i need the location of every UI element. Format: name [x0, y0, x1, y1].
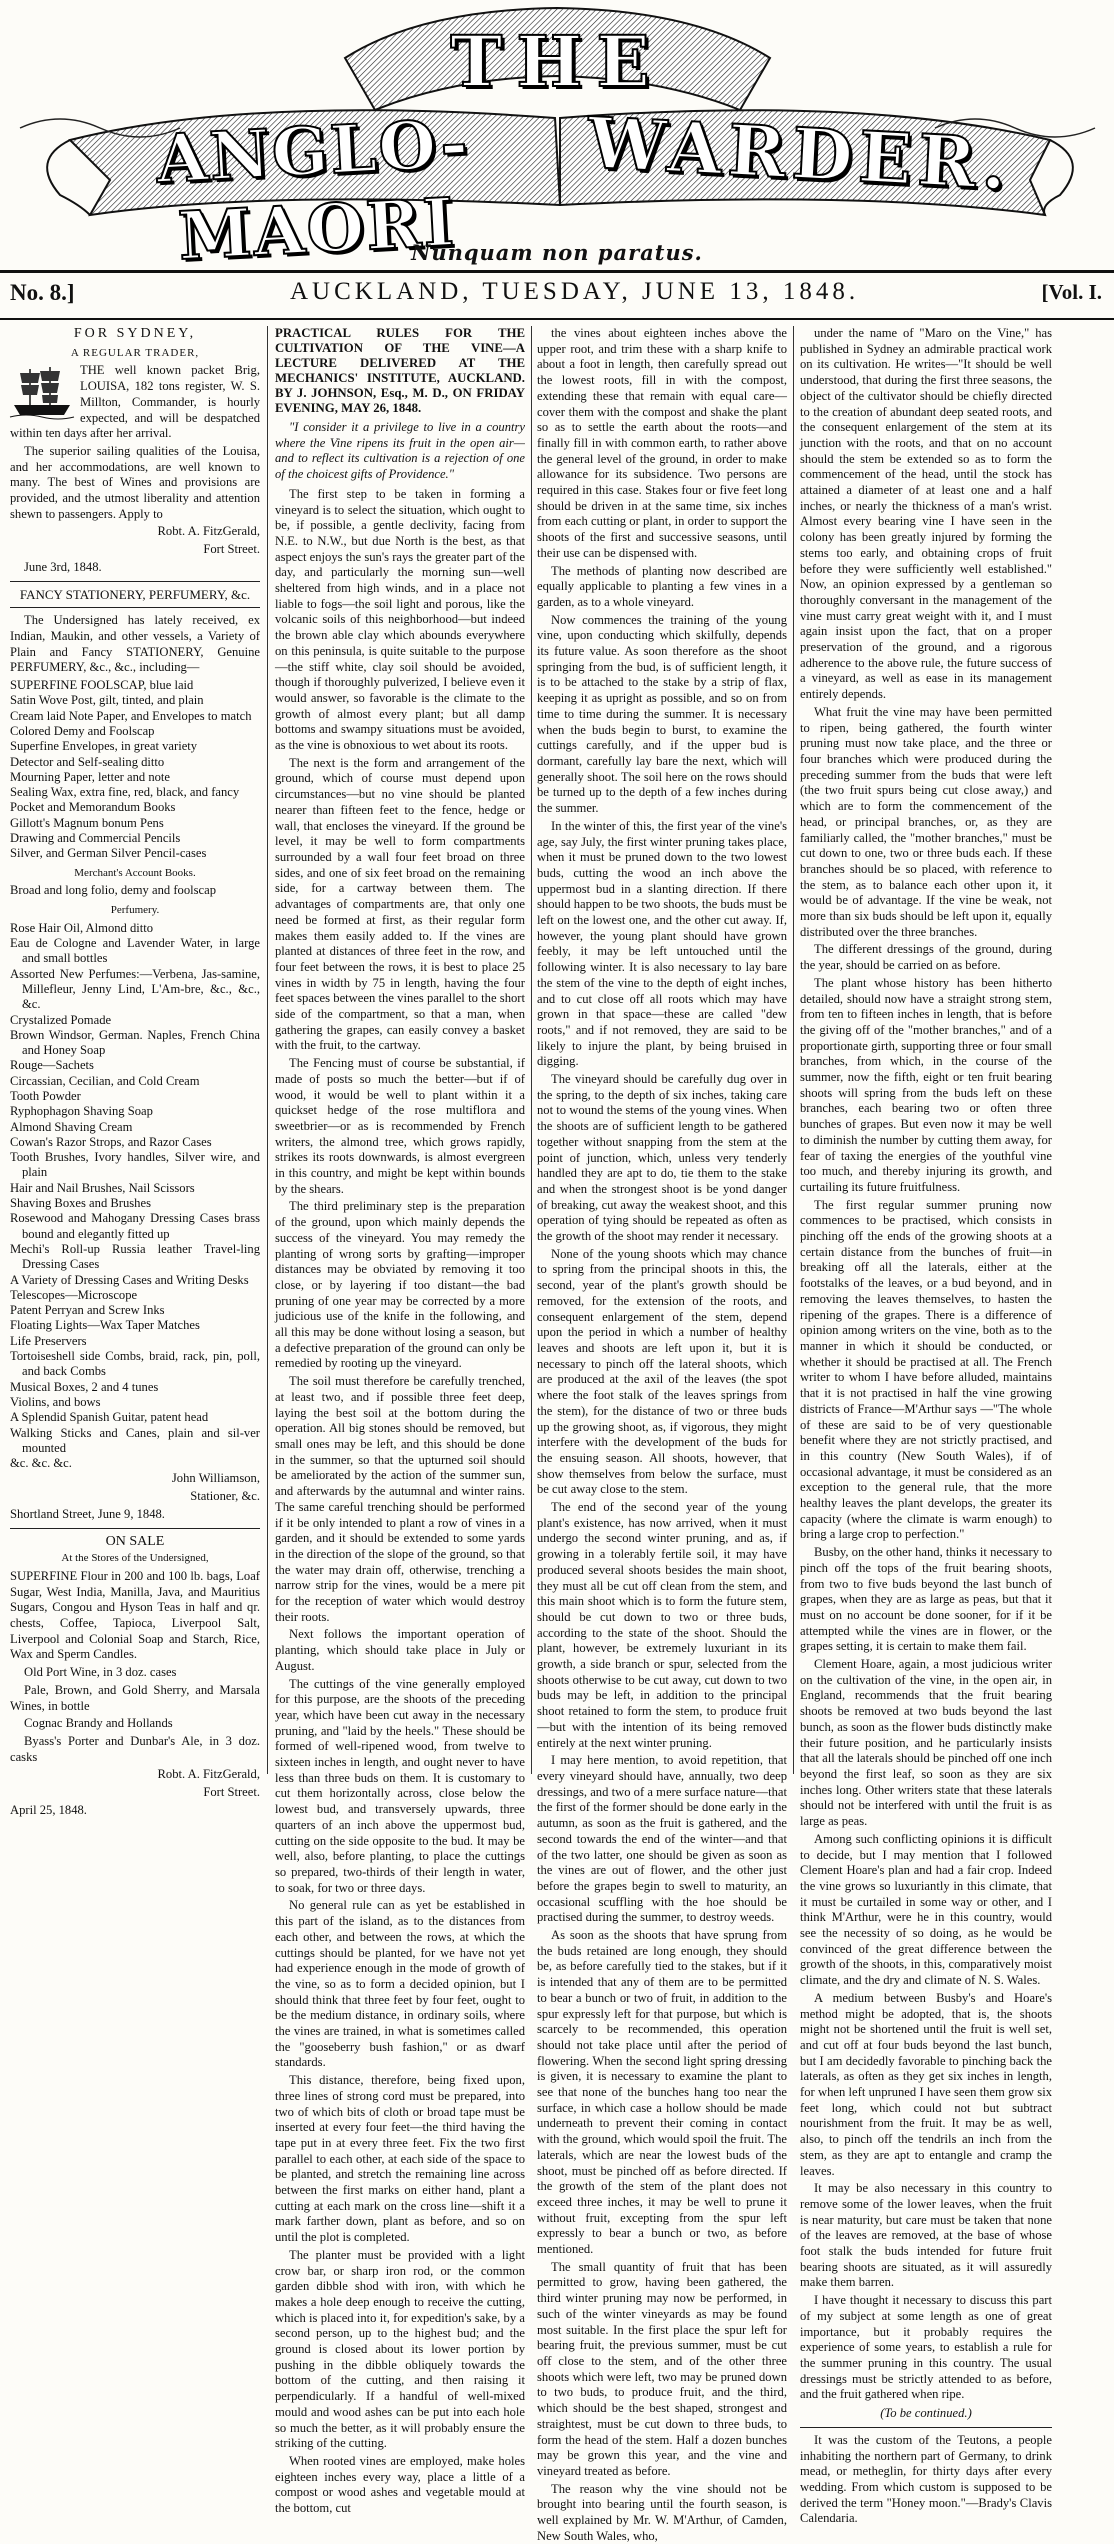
sale-text-3: Pale, Brown, and Gold Sherry, and Marsala Wines, in bottle [10, 1682, 260, 1713]
divider [800, 2427, 1052, 2428]
paragraph: Clement Hoare, again, a most judicious writer on the cultivation of the vine, in the open air, in England, recommends that the fruit bearing shoots be removed at two buds beyond the last bunch, as soon as the flower buds distinctly make their future position, and he particularly insists that all the laterals should be pinched off one inch beyond the first leaf, so soon as they are six inches long. Other writers state that these laterals should not be interfered with until the fruit is as large as peas. [800, 1657, 1052, 1829]
motto: Nunquam non paratus. [411, 240, 703, 265]
list-item: Tortoiseshell side Combs, braid, rack, pin, poll, and back Combs [10, 1349, 260, 1379]
list-item: Cream laid Note Paper, and Envelopes to match [10, 708, 252, 723]
list-item: Assorted New Perfumes:—Verbena, Jas-samine, Millefleur, Jenny Lind, L'Am-bre, &c., &c., &c. [10, 966, 260, 1012]
list-item: Ryphophagon Shaving Soap [10, 1104, 153, 1119]
list-item: Floating Lights—Wax Taper Matches [10, 1318, 200, 1333]
lecture-paragraphs [275, 487, 525, 2517]
fancy-signature: John Williamson, [171, 1471, 260, 1486]
sale-text-2: Old Port Wine, in 3 doz. cases [24, 1665, 177, 1680]
paragraph: Next follows the important operation of planting, which should take place in July or August. [275, 1627, 525, 1673]
column-divider [531, 326, 532, 1774]
list-item: Hair and Nail Brushes, Nail Scissors [10, 1180, 195, 1195]
lecture-paragraphs [800, 326, 1052, 2403]
column-divider [793, 326, 794, 1774]
paragraph: The small quantity of fruit that has been permitted to grow, having been gathered, the third winter pruning may now be performed, in such of the winter vineyards as may be found most suitable. In the first place the spur left for bearing fruit, the previous summer, must be cut off close to the stem, and of the other three shoots which were left, two may be pruned down to two buds, to produce fruit, and the third, which should be the best shaped, strongest and straightest, must be cut down to three buds, to form the head of the stem. Half a dozen bunches may be grown this year, and the vine and vineyard treated as before. [537, 2259, 787, 2478]
paragraph: The cuttings of the vine generally employed for this purpose, are the shoots of the preceding year, which have been cut away in the necessary pruning, and "laid by the heels." These should be formed of well-ripened wood, from twelve to sixteen inches in length, and ought never to have less than three buds on them. It is customary to cut them horizontally across, close below the lowest bud, and transversely upwards, three quarters of an inch above the uppermost bud, cutting on the side opposite to the bud. It may be well, also, before planting, to place the cuttings so prepared, two-thirds of their length in water, to soak, for two or three days. [275, 1676, 525, 1895]
list-item: Violins, and bows [10, 1394, 101, 1409]
issue-number: No. 8.] [10, 280, 75, 305]
list-item: Tooth Powder [10, 1089, 81, 1103]
list-item: Superfine Envelopes, in great variety [10, 739, 198, 754]
list-item: Satin Wove Post, gilt, tinted, and plain [10, 693, 204, 708]
place-date: AUCKLAND, TUESDAY, JUNE 13, 1848. [290, 278, 860, 305]
paragraph: The vineyard should be carefully dug over in the spring, to the depth of six inches, taking care not to wound the stems of the young vines. When the shoots are of sufficient length to be gathered together without snapping from the stem at the point of junction, which, unless very tenderly handled they are apt to do, tie them to the stake and when the strongest shoot is be yond danger of breaking, cut away the weakest shoot, and this operation of tying should be repeated as often as the growth of the shoot may render it necessary. [537, 1072, 787, 1244]
list-item: Rouge—Sachets [10, 1058, 94, 1073]
paragraph: The different dressings of the ground, during the year, should be carried on as before. [800, 942, 1052, 973]
stationery-list [10, 678, 260, 862]
paragraph: the vines about eighteen inches above the upper root, and trim these with a sharp knife to about a foot in length, then carefully spread out the lowest roots, fill in with the compost, extending these that remain with equal care—cover them with the compost and shake the plant so as to settle the earth about the roots—and finally fill in with common earth, to rather above the general level of the ground, in order to make allowance for its subsidence. Two persons are required in this case. Stakes four or five feet long should be driven in at the same time, six inches from each cutting or plant, in order to support the shoots of the first and successive seasons, until their use can be dispensed with. [537, 326, 787, 560]
honeymoon-note: It was the custom of the Teutons, a people inhabiting the northern part of Germany, to drink mead, or metheglin, for thirty days after every wedding. From which custom is supposed to be derived the term "Honey moon."—Brady's Clavis Calendaria. [800, 2432, 1052, 2526]
paragraph: The Fencing must of course be substantial, if made of posts so much the better—but if of wood, it would be well to plant within it a quickset hedge of the rose multiflora and sweetbrier—or as is recommended by French writers, the almond tree, which grows rapidly, strikes its roots downwards, is almost evergreen in this country, and might be kept within bounds by the shears. [275, 1056, 525, 1196]
list-item: Rose Hair Oil, Almond ditto [10, 920, 154, 935]
dateline-rule [0, 318, 1114, 320]
ship-date: June 3rd, 1848. [24, 559, 102, 574]
list-item: Colored Demy and Foolscap [10, 723, 155, 738]
list-item: Pocket and Memorandum Books [10, 800, 176, 815]
paragraph: This distance, therefore, being fixed upon, three lines of strong cord must be prepared, into two of which bits of cloth or broad tape must be inserted at every four feet—the third having the tape put in at every three feet. Fix the two first parallel to each other, at each side of the space to be planted, and stretch the remaining line across between the first marks on either hand, plant a cutting at each mark on the cross line—shift it a mark farther down, plant as before, and so on until the plot is completed. [275, 2073, 525, 2245]
lecture-quote: "I consider it a privilege to live in a country where the Vine ripens its fruit in the open air—and to reflect its cultivation is a rejection of one of the choicest gifts of Providence." [275, 420, 525, 482]
perfumery-list [10, 921, 260, 1472]
sale-text: SUPERFINE Flour in 200 and 100 lb. bags, Loaf Sugar, West India, Manilla, Java, and Mauritius Sugars, Congou and Hyson Teas in half and qr. chests, Coffee, Tapioca, Liverpool Salt, Liverpool and Colonial Soap and Starch, Rice, Wax and Sperm Candles. [10, 1568, 260, 1662]
ship-text-2: The superior sailing qualities of the Louisa, and her accommodations, are well known to many. The best of Wines and provisions are provided, and the utmost liberality and attention shewn to passengers. Apply to [10, 443, 260, 521]
sale-text-4: Cognac Brandy and Hollands [24, 1716, 173, 1731]
fancy-signature-2: Stationer, &c. [190, 1489, 260, 1504]
top-rule [0, 270, 1114, 273]
merchants-text: Broad and long folio, demy and foolscap [10, 883, 217, 898]
paragraph: Now commences the training of the young vine, upon conducting which skilfully, depends its future value. As soon therefore as the shoot springing from the bud, is of sufficient length, it is to be attached to the stake by a strip of flax, keeping it as upright as possible, and so on from time to time during the summer. It is necessary when the buds begin to burst, to examine the cuttings carefully, and if the upper bud is dormant, carefully lay bare the next, which will generally shoot. The soil here on the rows should be turned up to the depth of a few inches during the summer. [537, 612, 787, 816]
sale-signature-2: Fort Street. [203, 1785, 260, 1800]
paragraph: I may here mention, to avoid repetition, that every vineyard should have, annually, two deep dressings, and two of a mere surface nature—that the first of the former should be done early in the autumn, as soon as the fruit is gathered, and the second towards the end of the winter—and that of the two latter, one should be given as soon as the vines are out of flower, and the other just before the grapes begin to swell to maturity, an occasional scuffling with the hoe should be practised during the summer, to destroy weeds. [537, 1753, 787, 1925]
ship-signature-2: Fort Street. [203, 542, 260, 557]
paragraph: under the name of "Maro on the Vine," has published in Sydney an admirable practical work on its cultivation. He writes—"It should be well understood, that during the first three seasons, the object of the cultivator should be chiefly directed to the creation of abundant deep seated roots, and the consequent enlargement of the stem at its junction with the roots, and that on no account should the stem be extended so as to form the commencement of the head, until the stock has attained a diameter of at least one and a half inches, or nearly the thickness of a man's wrist. Almost every bearing vine I have seen in the colony has been greatly injured by forming the stems too early, and obtaining crops of fruit before they were sufficiently well established." Now, an opinion expressed by a gentleman so thoroughly conversant in the management of the vine must carry great weight with it, and I must again insist upon the fact, that on a proper preservation of the ground, and a rigorous adherence to the above rule, the future success of a vineyard, as well as ease in its management entirely depends. [800, 326, 1052, 702]
ship-advert [10, 363, 260, 442]
divider [10, 607, 260, 608]
paragraph: No general rule can as yet be established in this part of the island, as to the distances from each other, and between the rows, at which the cuttings should be planted, for we have not yet had experience enough in the mode of growth of the vine, so as to form a decided opinion, but I should think that three feet by four feet, ought to be the medium distance, in ordinary soils, where the vines are trained, in what is sometimes called the "gooseberry bush fashion," or as dwarf standards. [275, 1898, 525, 2070]
list-item: Circassian, Cecilian, and Cold Cream [10, 1073, 200, 1088]
column-1-advertisements [10, 326, 260, 1817]
list-item: Tooth Brushes, Ivory handles, Silver wire, and plain [10, 1150, 260, 1180]
paragraph: The plant whose history has been hitherto detailed, should now have a straight strong stem, from ten to fifteen inches in length, that is before the giving off of the "mother branches," and of a proportionate girth, supporting three or four small branches, from which, in the course of the summer, now the fifth, eight or ten fruit bearing shoots will spring from the buds left on these branches, each bearing two or often three bunches of grapes. But even now it may be well to diminish the number by cutting them away, for fear of taxing the energies of the youthful vine too much, and thereby injuring its growth, and curtailing its future fruitfulness. [800, 975, 1052, 1194]
column-4-lecture [800, 326, 1052, 2526]
list-item: Crystalized Pomade [10, 1012, 112, 1027]
sale-text-5: Byass's Porter and Dunbar's Ale, in 3 doz. casks [10, 1733, 260, 1764]
paragraph: I have thought it necessary to discuss this part of my subject at some length as one of great importance, but it probably requires the experience of some years, to establish a rule for the summer pruning in this country. The usual dressings must be strictly attended to as before, and the fruit gathered when ripe. [800, 2293, 1052, 2402]
ship-icon [10, 365, 74, 419]
paragraph: As soon as the shoots that have sprung from the buds retained are long enough, they should be, as before carefully tied to the stakes, but if it is intended that any of them are to be permitted to bear a bunch or two of fruit, in addition to the spur expressly left for that purpose, but which is scarcely to be recommended, this operation should not take place until after the period of flowering. When the second light spring dressing is given, it is necessary to examine the plant to see that none of the bunches hang too near the surface, in which case a hollow should be made underneath to prevent their coming in contact with the ground, which would spoil the fruit. The laterals, which are near the lowest buds of the shoot, must be pinched off as before directed. If the growth of the stem of the plant does not exceed three inches, it may be well to prune it without fruit, excepting from the spur left expressly to bear a bunch or two, as before mentioned. [537, 1928, 787, 2257]
paragraph: The soil must therefore be carefully trenched, at least two, and if possible three feet deep, laying the best soil at the bottom during the operation. All big stones should be removed, but small ones may be left, and this should be done in the summer, so that the upturned soil should be ameliorated by the action of the summer sun, and afterwards by the autumnal and winter rains. The same careful trenching should be performed if it be only intended to plant a row of vines in a garden, and it should be extended to some yards in the direction of the slope of the ground, so that the water may drain off, otherwise, trenching a narrow strip for the vines, would be a mere pit for the reception of water which would destroy their roots. [275, 1374, 525, 1624]
list-item: Eau de Cologne and Lavender Water, in large and small bottles [10, 936, 260, 966]
list-item: Life Preservers [10, 1333, 87, 1348]
merchants-heading: Merchant's Account Books. [74, 866, 196, 879]
trader-subheading: A REGULAR TRADER, [70, 346, 200, 359]
paragraph: What fruit the vine may have been permitted to ripen, being gathered, the fourth winter pruning must now take place, and the three or four branches which were produced during the preceding summer from the buds that were left (the two fruit spurs being cut close away,) and which are to form the commencement of the head, or principal branches, or, as they are familiarly called, the "mother branches," must be cut down to one, two or three buds each. If these branches should be so placed, with reference to the stem, as to balance each other upon it, it would be of advantage. If the vine be weak, not more than six buds should be left upon it, equally distributed over the three branches. [800, 704, 1052, 939]
paragraph: The planter must be provided with a light crow bar, or sharp iron rod, or the common garden dibble shod with iron, with which he makes a hole deep enough to receive the cutting, which is placed into it, for expedition's sake, by a second person, up to the highest bud; and the ground is closed about its lower portion by pushing in the dibble obliquely towards the bottom of the cutting, and then raising it perpendicularly. If a handful of well-mixed mould and wood ashes can be put into each hole so much the better, as it will probably ensure the striking of the cutting. [275, 2247, 525, 2451]
volume-number: [Vol. I. [1041, 280, 1102, 304]
paragraph: The first regular summer pruning now commences to be practised, which consists in pinching off the ends of the growing shoots at a certain distance from the bunches of fruit—in breaking off all the laterals, either at the footstalks of the leaves, or a bud beyond, and in removing the leaves themselves, to hasten the ripening of the grapes. There is a difference of opinion among writers on the vine, both as to the manner in which it should be conducted, or whether it should be practised at all. The French writer to whom I have before alluded, maintains that it is not practised in half the vine growing districts of France—M'Arthur says —"The whole of these are said to be of very questionable benefit where they are not strictly practised, and in this country (New South Wales), if of occasional advantage, it must be considered as an exception to the general rule, that the more healthy leaves the plant develops, the greater its capacity (where the climate is warm enough) to bring a large crop to perfection." [800, 1197, 1052, 1542]
paragraph: In the winter of this, the first year of the vine's age, say July, the first winter pruning takes place, when it must be pruned down to the two lowest buds, cutting the wood an inch above the uppermost bud in a slanting direction. If there should happen to be two shoots, the buds must be left on the lowest one, and the other cut away. If, however, the young plant should have grown feebly, it may be left untouched until the following winter. It is also necessary to lay bare the stem of the vine to the depth of eight inches, and to cut close off all roots which may have grown in that space—these are called "dew roots," and if not removed, they are said to be likely to injure the plant, by being bruised in digging. [537, 818, 787, 1069]
sale-heading: ON SALE [105, 1533, 165, 1549]
list-item: A Variety of Dressing Cases and Writing Desks [10, 1272, 249, 1287]
paragraph: When rooted vines are employed, make holes eighteen inches every way, place a little of a compost or wood ashes and vegetable mould at the bottom, cut [275, 2454, 525, 2516]
list-item: Gillott's Magnum bonum Pens [10, 815, 164, 830]
masthead [0, 0, 1114, 276]
lecture-heading: PRACTICAL RULES FOR THE CULTIVATION OF THE VINE—A LECTURE DELIVERED AT THE MECHANICS' INSTITUTE, AUCKLAND. BY J. JOHNSON, Esq., M. D., ON FRIDAY EVENING, MAY 26, 1848. [275, 326, 525, 415]
list-item: Walking Sticks and Canes, plain and sil-ver mounted [10, 1425, 260, 1455]
perfumery-heading: Perfumery. [110, 904, 160, 917]
paragraph: The next is the form and arrangement of the ground, which of course must depend upon circumstances—but no vine should be planted nearer than fifteen feet to the fence, hedge or wall, that encloses the vineyard. If the ground be level, it may be well to form compartments surrounded by a wall four feet broad on three sides, and one of six feet broad on the remaining side, for a cartway between them. The advantages of compartments are, that only one need be formed at first, as their regular form makes them easily added to. If the vines are planted at distances of three feet in the row, and four feet between the rows, it is best to place 25 vines in width by 75 in length, having the four feet spaces between the vines parallel to the short side of the compartment, so that a man, when gathering the grapes, can easily convey a basket with the fruit, to the cartway. [275, 755, 525, 1053]
paragraph: The methods of planting now described are equally applicable to planting a few vines in a garden, as to a whole vineyard. [537, 563, 787, 609]
list-item: Telescopes—Microscope [10, 1287, 138, 1302]
list-item: Rosewood and Mahogany Dressing Cases brass bound and elegantly fitted up [10, 1211, 260, 1241]
list-item: Cowan's Razor Strops, and Razor Cases [10, 1134, 212, 1149]
fancy-date: Shortland Street, June 9, 1848. [10, 1506, 165, 1521]
sale-date: April 25, 1848. [10, 1802, 87, 1817]
list-item: SUPERFINE FOOLSCAP, blue laid [10, 678, 194, 693]
lecture-paragraphs [537, 326, 787, 2544]
paragraph: The third preliminary step is the preparation of the ground, upon which mainly depends the success of the vineyard. You may remedy the planting of wrong sorts by grafting—improper distances may be obviated by removing it too close, or by layering if too distant—the bad pruning of one year may be corrected by a more judicious use of the knife in the following, and all this may be done without losing a season, but a defective preparation of the ground can only be remedied by rooting up the vineyard. [275, 1199, 525, 1371]
divider [10, 1528, 260, 1529]
paragraph: The reason why the vine should not be brought into bearing until the fourth season, is well explained by Mr. W. M'Arthur, of Camden, New South Wales, who, [537, 2481, 787, 2543]
paragraph: Among such conflicting opinions it is difficult to decide, but I may mention that I followed Clement Hoare's plan and had a fair crop. Indeed the vine grows so luxuriantly in this climate, that it must be curtailed in some way or other, and I think M'Arthur, were he in this country, would see the necessity of so doing, as he would be convinced of the great difference between the growth of the shoots, in this, comparatively moist climate, and the dry and climate of N. S. Wales. [800, 1831, 1052, 1988]
list-item: Mourning Paper, letter and note [10, 769, 171, 784]
ship-signature: Robt. A. FitzGerald, [157, 524, 260, 539]
list-item: A Splendid Spanish Guitar, patent head [10, 1410, 209, 1425]
masthead-warder: WARDER. [585, 100, 1015, 207]
paragraph: A medium between Busby's and Hoare's method might be adopted, that is, the shoots might not be shortened until the fruit is well set, and cut off at four buds beyond the last bunch, but I am decidedly favorable to pinching back the laterals, as often as they get six inches in length, for when left unpruned I have seen them grow six feet long, which could not but subtract nourishment from the fruit. It may be as well, also, to pinch off the tendrils an inch from the stem, as they are apt to entangle and cramp the leaves. [800, 1990, 1052, 2178]
ship-text: THE well known packet Brig, LOUISA, 182 tons register, W. S. Millton, Commander, is hourly expected, and will be despatched within ten days after her arrival. [10, 363, 260, 441]
list-item: Silver, and German Silver Pencil-cases [10, 846, 207, 861]
column-3-lecture [537, 326, 787, 2543]
list-item: Shaving Boxes and Brushes [10, 1196, 151, 1211]
paragraph: Busby, on the other hand, thinks it necessary to pinch off the tops of the fruit bearing shoots, from two to five buds beyond the last bunch of grapes, when they are as large as peas, but that it must on no account be done sooner, for if it be attempted while the vines are in flower, or the grapes setting, it is certain to make them fail. [800, 1545, 1052, 1654]
sale-subheading: At the Stores of the Undersigned, [61, 1552, 209, 1565]
continued-note: (To be continued.) [880, 2406, 972, 2421]
list-item: Almond Shaving Cream [10, 1119, 133, 1134]
sale-signature: Robt. A. FitzGerald, [157, 1767, 260, 1782]
column-divider [267, 326, 268, 1774]
column-2-lecture [275, 326, 525, 2516]
list-item: Detector and Self-sealing ditto [10, 754, 165, 769]
list-item: Patent Perryan and Screw Inks [10, 1303, 165, 1318]
list-item: Brown Windsor, German. Naples, French China and Honey Soap [10, 1027, 260, 1058]
fancy-intro: The Undersigned has lately received, ex Indian, Maukin, and other vessels, a Variety of Plain and Fancy STATIONERY, Genuine PERFUMERY, &c., &c., including— [10, 613, 260, 675]
paragraph: It may be also necessary in this country to remove some of the lower leaves, when the fruit is near maturity, but care must be taken that none of the leaves are removed, at the base of whose foot stalk the buds intended for future fruit bearing shoots are situated, as it will assuredly make them barren. [800, 2181, 1052, 2290]
paragraph: None of the young shoots which may chance to spring from the principal shoots in this, the second, year of the plant's growth should be removed, for the extension of the roots, and consequent enlargement of the stem, depend upon the period in which a number of healthy leaves and shoots are left upon it, but it is necessary to pinch off the lateral shoots, which are produced at the axil of the leaves (the spot where the foot stalk of the leaves springs from the stem), for the distance of two or three buds up the growing shoot, as, if vigorous, they might interfere with the development of the buds for the ensuing season. All shoots, however, that show themselves from below the surface, must be cut away close to the stem. [537, 1246, 787, 1497]
list-item: Mechi's Roll-up Russia leather Travel-ling Dressing Cases [10, 1241, 260, 1272]
list-item: &c. &c. &c. [10, 1456, 72, 1471]
list-item: Drawing and Commercial Pencils [10, 831, 181, 846]
list-item: Sealing Wax, extra fine, red, black, and fancy [10, 785, 240, 800]
paragraph: The end of the second year of the young plant's existence, has now arrived, when it must undergo the second winter pruning, and as, if growing in a tolerably fertile soil, it may have produced several shoots besides the main shoot, they must all be cut off clean from the stem, and this main shoot which is to form the future stem, should be cut down to two or three buds, according to the state of the shoot. Should the plant, however, be extremely luxuriant in its growth, a side branch or spur, selected from the shoots otherwise to be cut away, cut down to two buds may be left, in addition to the principal shoot retained to form the stem, to produce fruit—but with the intention of its being removed entirely at the next winter pruning. [537, 1500, 787, 1750]
paragraph: The first step to be taken in forming a vineyard is to select the situation, which ought to be, if possible, a gentle declivity, facing from N.E. to N.W., but due North is the best, as that aspect enjoys the sun's rays the greater part of the day, and particularly the morning sun—well sheltered from high winds, and in a place not liable to fogs—the soil light and porous, like the volcanic soils of this neighborhood—but indeed the brown able clay which abounds everywhere on this peninsula, is quite suitable to the purpose—the stiff white, clay soil should be avoided, though if thoroughly pulverized, I believe even it would answer, so favorable is the climate to the growth of almost every plant; but all damp bottoms and swampy situations must be avoided, as the vine is obnoxious to wet about its roots. [275, 486, 525, 753]
masthead-the: THE [450, 20, 664, 103]
sydney-heading: FOR SYDNEY, [73, 326, 197, 341]
masthead-anglo-maori: ANGLO-MAORI [154, 103, 472, 276]
divider [10, 581, 260, 582]
dateline [0, 274, 1114, 322]
fancy-heading: FANCY STATIONERY, PERFUMERY, &c. [19, 586, 251, 602]
list-item: Musical Boxes, 2 and 4 tunes [10, 1379, 159, 1394]
